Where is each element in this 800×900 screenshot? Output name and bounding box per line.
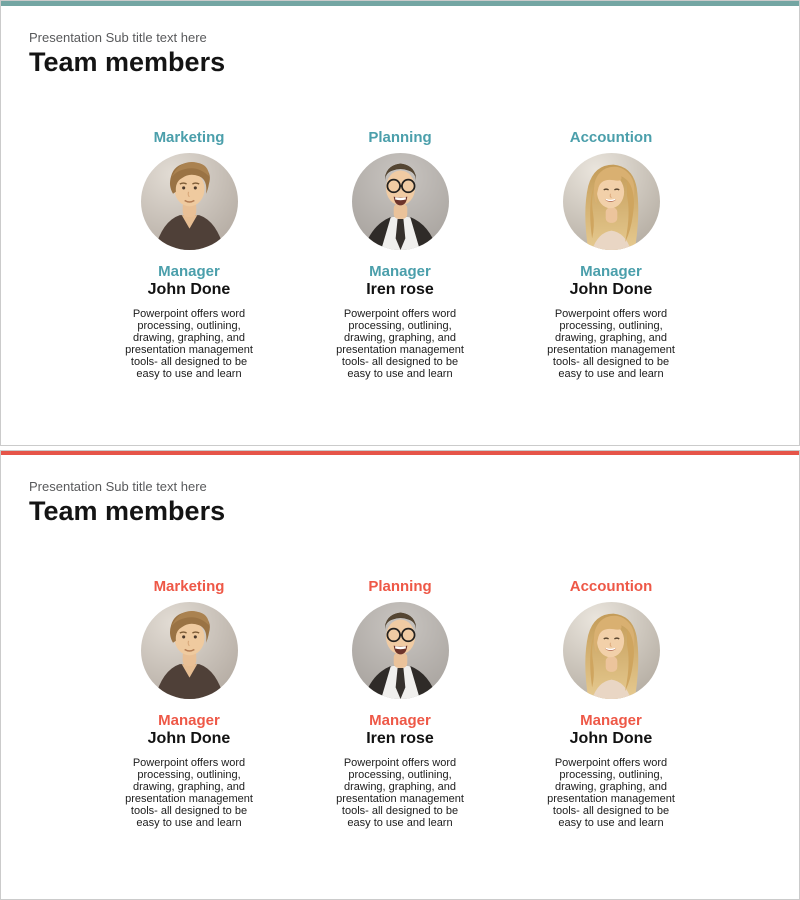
team-member-card [93, 129, 285, 380]
slide-header [1, 6, 799, 77]
slide-subtitle: Presentation Sub title text here [29, 479, 207, 494]
member-description: Powerpoint offers word processing, outlining, drawing, graphing, and presentation management tools- all designed to be easy to use and learn [336, 308, 464, 380]
department-label: Accountion [569, 129, 653, 146]
department-label: Marketing [153, 129, 225, 146]
member-name: John Done [569, 281, 653, 298]
young-man-photo [141, 602, 238, 699]
member-role: Manager [158, 263, 220, 280]
member-role: Manager [369, 263, 431, 280]
member-description: Powerpoint offers word processing, outlining, drawing, graphing, and presentation management tools- all designed to be easy to use and learn [125, 757, 253, 829]
team-member-card [515, 129, 707, 380]
member-name: John Done [147, 730, 231, 747]
team-member-card [93, 578, 285, 829]
slide-red [0, 450, 800, 900]
department-label: Planning [368, 129, 432, 146]
member-description: Powerpoint offers word processing, outlining, drawing, graphing, and presentation management tools- all designed to be easy to use and learn [336, 757, 464, 829]
slide-subtitle: Presentation Sub title text here [29, 30, 207, 45]
member-role: Manager [580, 712, 642, 729]
man-with-glasses-photo [352, 153, 449, 250]
slide-title: Team members [29, 47, 226, 77]
member-role: Manager [580, 263, 642, 280]
member-description: Powerpoint offers word processing, outlining, drawing, graphing, and presentation management tools- all designed to be easy to use and learn [547, 308, 675, 380]
member-name: Iren rose [366, 730, 434, 747]
member-description: Powerpoint offers word processing, outlining, drawing, graphing, and presentation management tools- all designed to be easy to use and learn [547, 757, 675, 829]
young-man-photo [141, 153, 238, 250]
team-member-card [304, 129, 496, 380]
team-member-card [304, 578, 496, 829]
member-name: John Done [147, 281, 231, 298]
team-member-card [515, 578, 707, 829]
member-role: Manager [158, 712, 220, 729]
member-name: John Done [569, 730, 653, 747]
member-description: Powerpoint offers word processing, outlining, drawing, graphing, and presentation management tools- all designed to be easy to use and learn [125, 308, 253, 380]
member-role: Manager [369, 712, 431, 729]
member-name: Iren rose [366, 281, 434, 298]
slide-teal [0, 0, 800, 446]
slide-header [1, 455, 799, 526]
team-cards-row [1, 129, 799, 380]
blonde-woman-photo [563, 602, 660, 699]
blonde-woman-photo [563, 153, 660, 250]
department-label: Accountion [569, 578, 653, 595]
department-label: Planning [368, 578, 432, 595]
team-cards-row [1, 578, 799, 829]
department-label: Marketing [153, 578, 225, 595]
man-with-glasses-photo [352, 602, 449, 699]
slide-title: Team members [29, 496, 226, 526]
